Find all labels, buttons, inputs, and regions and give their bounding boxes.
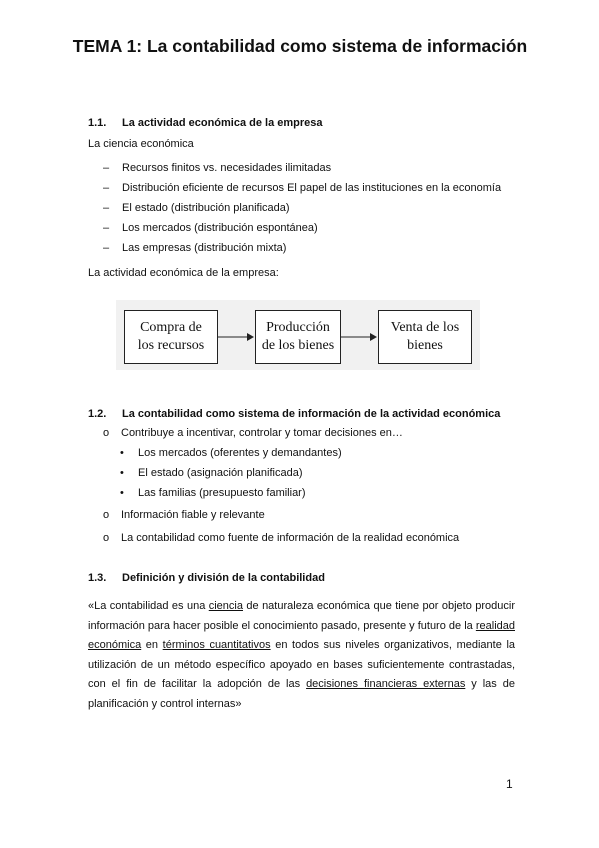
bullet-icon: • — [120, 467, 124, 479]
section-number: 1.2. — [88, 408, 107, 420]
dash-icon: – — [103, 162, 110, 174]
page-number: 1 — [506, 777, 513, 791]
circle-bullet-icon: o — [103, 509, 110, 521]
list-item: • Los mercados (oferentes y demandantes) — [120, 443, 342, 463]
dash-icon: – — [103, 182, 110, 194]
list-item: – El estado (distribución planificada) — [103, 198, 501, 218]
underlined-term: términos cuantitativos — [162, 639, 271, 651]
diagram-caption: La actividad económica de la empresa: — [88, 267, 279, 279]
list-item: – Las empresas (distribución mixta) — [103, 238, 501, 258]
section-title: Definición y división de la contabilidad — [122, 572, 325, 584]
section-intro: La ciencia económica — [88, 138, 194, 150]
section-heading-1-1 — [88, 117, 323, 129]
diagram-box-produccion: Producción de los bienes — [255, 310, 341, 364]
underlined-term: decisiones financieras externas — [306, 678, 466, 690]
dash-list — [103, 158, 501, 258]
list-item: o La contabilidad como fuente de información de la realidad económica — [103, 529, 459, 547]
section-title: La contabilidad como sistema de información de la actividad económica — [122, 408, 501, 420]
list-item: • Las familias (presupuesto familiar) — [120, 483, 342, 503]
section-title: La actividad económica de la empresa — [122, 117, 323, 129]
bullet-icon: • — [120, 487, 124, 499]
bullet-icon: • — [120, 447, 124, 459]
list-item: o Contribuye a incentivar, controlar y tomar decisiones en… — [103, 424, 403, 442]
dash-icon: – — [103, 242, 110, 254]
list-item: – Los mercados (distribución espontánea) — [103, 218, 501, 238]
bullet-list — [120, 443, 342, 503]
arrow-right-icon — [341, 330, 377, 344]
diagram-box-compra: Compra de los recursos — [124, 310, 218, 364]
section-heading-1-3 — [88, 572, 325, 584]
list-item: – Recursos finitos vs. necesidades ilimitadas — [103, 158, 501, 178]
underlined-term: realidad económica — [88, 619, 515, 651]
section-number: 1.1. — [88, 117, 107, 129]
section-heading-1-2 — [88, 408, 500, 420]
list-item: o Información fiable y relevante — [103, 506, 265, 524]
list-item: – Distribución eficiente de recursos El papel de las instituciones en la economía — [103, 178, 501, 198]
circle-list — [103, 506, 265, 524]
section-number: 1.3. — [88, 572, 107, 584]
underlined-term: ciencia — [208, 600, 243, 612]
page-title: TEMA 1: La contabilidad como sistema de información — [72, 36, 528, 56]
arrow-right-icon — [218, 330, 254, 344]
dash-icon: – — [103, 222, 110, 234]
diagram-box-venta: Venta de los bienes — [378, 310, 472, 364]
circle-bullet-icon: o — [103, 427, 110, 439]
dash-icon: – — [103, 202, 110, 214]
circle-list — [103, 424, 403, 442]
list-item: • El estado (asignación planificada) — [120, 463, 342, 483]
definition-quote: «La contabilidad es una ciencia de naturaleza económica que tiene por objeto producir información para hacer posible el conocimiento pasado, presente y futuro de la realidad económica en términos cuantitativos en todos sus niveles organizativos, mediante la utilización de un método específico apoyado en bases suficientemente contrastadas, con el fin de facilitar la adopción de las decisiones financieras externas y las de planificación y control internas» — [88, 600, 515, 710]
circle-bullet-icon: o — [103, 532, 110, 544]
circle-list — [103, 529, 459, 547]
